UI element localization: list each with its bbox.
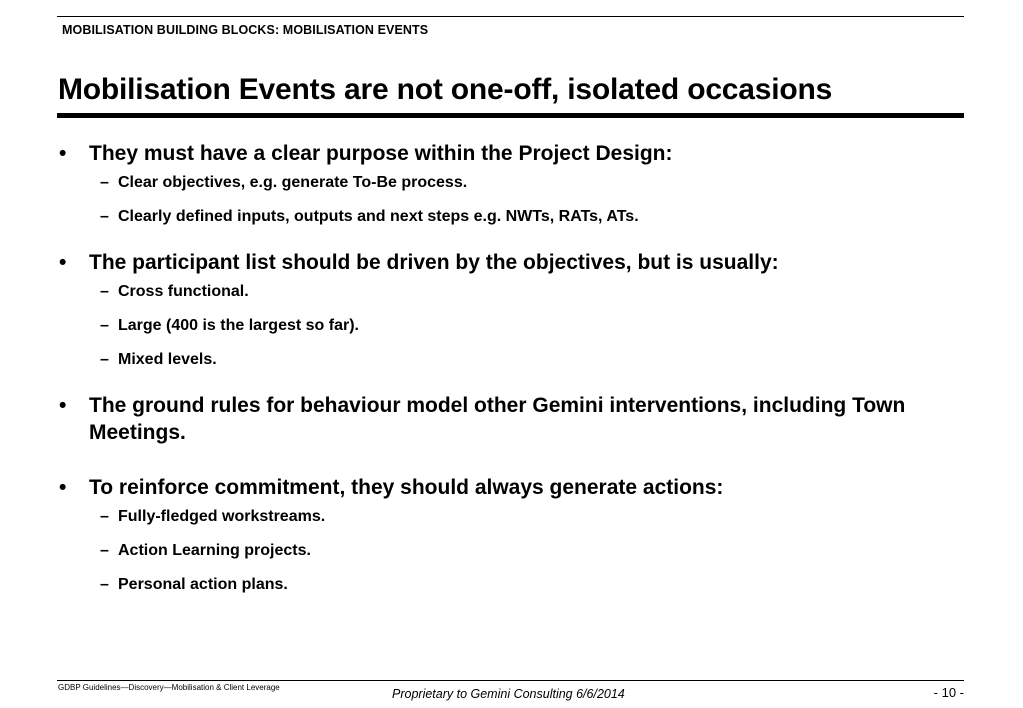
dash-marker: –: [100, 576, 109, 593]
sub-bullet-list: [57, 282, 957, 370]
sub-bullet-text: Cross functional.: [118, 283, 249, 300]
bullet-marker: •: [59, 142, 67, 165]
dash-marker: –: [100, 208, 109, 225]
bullet-text: The ground rules for behaviour model other Gemini interventions, including Town Meetings.: [89, 394, 906, 444]
sub-bullet-text: Action Learning projects.: [118, 542, 311, 559]
dash-marker: –: [100, 542, 109, 559]
bullet-marker: •: [59, 251, 67, 274]
sub-bullet-text: Mixed levels.: [118, 351, 217, 368]
bullet-item: [57, 474, 957, 501]
footer-rule: [57, 680, 964, 681]
sub-bullet-text: Large (400 is the largest so far).: [118, 317, 359, 334]
sub-bullet-item: [57, 207, 957, 227]
footer-proprietary-notice: Proprietary to Gemini Consulting 6/6/2014: [392, 687, 625, 701]
sub-bullet-item: [57, 507, 957, 527]
sub-bullet-item: [57, 282, 957, 302]
sub-bullet-list: [57, 507, 957, 595]
dash-marker: –: [100, 508, 109, 525]
bullet-list: [57, 140, 957, 609]
slide-title: Mobilisation Events are not one-off, isolated occasions: [58, 73, 833, 106]
bullet-text: The participant list should be driven by the objectives, but is usually:: [89, 251, 779, 274]
dash-marker: –: [100, 283, 109, 300]
bullet-group-1: [57, 140, 957, 227]
bullet-group-3: [57, 392, 957, 446]
sub-bullet-item: [57, 350, 957, 370]
bullet-marker: •: [59, 476, 67, 499]
bullet-marker: •: [59, 394, 67, 417]
sub-bullet-list: [57, 173, 957, 227]
bullet-group-4: [57, 474, 957, 595]
bullet-text: To reinforce commitment, they should always generate actions:: [89, 476, 724, 499]
title-underline: [57, 113, 964, 118]
sub-bullet-text: Fully-fledged workstreams.: [118, 508, 326, 525]
bullet-text: They must have a clear purpose within the Project Design:: [89, 142, 673, 165]
header-rule: [57, 16, 964, 17]
sub-bullet-item: [57, 316, 957, 336]
dash-marker: –: [100, 174, 109, 191]
page-number: - 10 -: [933, 685, 964, 700]
sub-bullet-text: Personal action plans.: [118, 576, 288, 593]
bullet-item: [57, 392, 957, 446]
sub-bullet-text: Clearly defined inputs, outputs and next steps e.g. NWTs, RATs, ATs.: [118, 208, 639, 225]
dash-marker: –: [100, 317, 109, 334]
sub-bullet-item: [57, 541, 957, 561]
sub-bullet-text: Clear objectives, e.g. generate To-Be process.: [118, 174, 468, 191]
bullet-item: [57, 249, 957, 276]
section-header: MOBILISATION BUILDING BLOCKS: MOBILISATION EVENTS: [62, 23, 429, 37]
bullet-item: [57, 140, 957, 167]
sub-bullet-item: [57, 173, 957, 193]
footer-doc-path: GDBP Guidelines—Discovery—Mobilisation & Client Leverage: [58, 683, 280, 692]
dash-marker: –: [100, 351, 109, 368]
bullet-group-2: [57, 249, 957, 370]
sub-bullet-item: [57, 575, 957, 595]
